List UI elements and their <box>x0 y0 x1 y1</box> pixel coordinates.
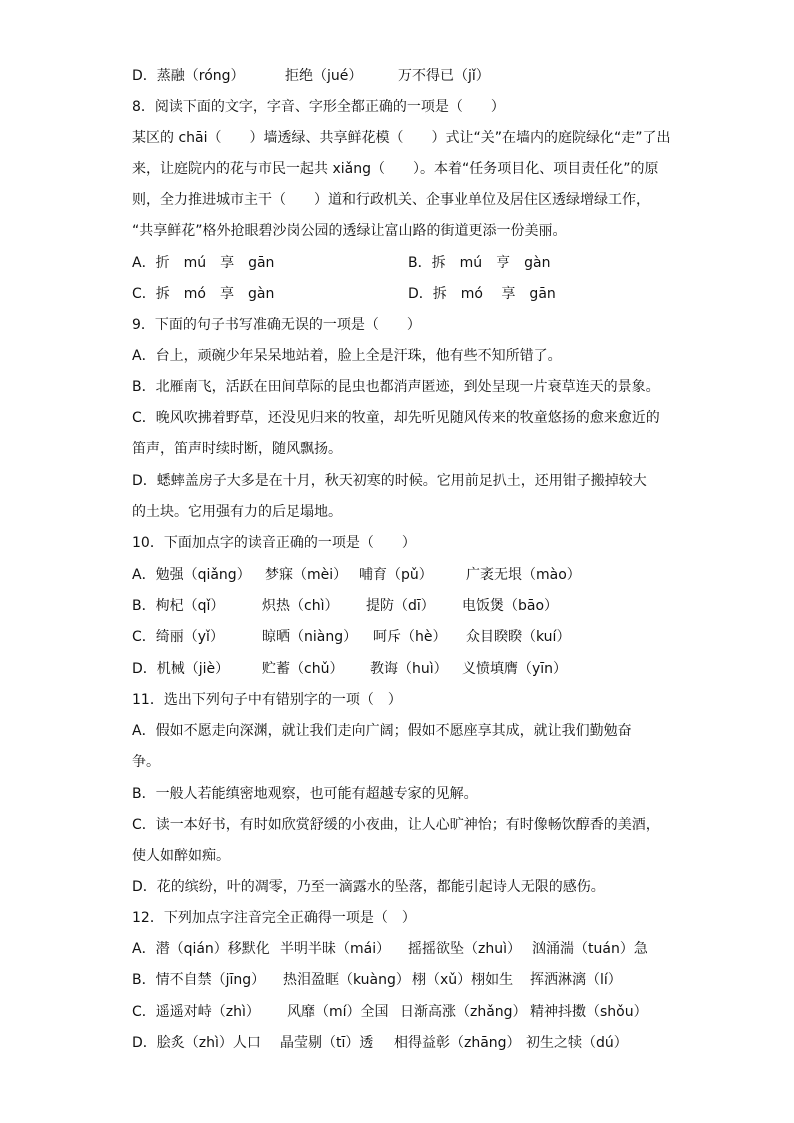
option-line: 争。 <box>132 754 160 770</box>
option-segment: 热泪盈眶（kuàng） <box>283 972 410 988</box>
option-segment: 相得益彰（zhāng） <box>394 1035 521 1051</box>
question-9-stem: 9．下面的句子书写准确无误的一项是（ ） <box>132 317 421 333</box>
passage-line: “共享鲜花”格外抢眼碧沙岗公园的透绿让富山路的街道更添一份美丽。 <box>132 223 567 239</box>
option-segment: 提防（dī） <box>366 598 435 614</box>
option-segment: 半明半昧（mái） <box>280 941 391 957</box>
option-segment: B．拆 mú 亨 gàn <box>408 255 551 271</box>
option-segment: 炽热（chì） <box>262 598 339 614</box>
question-8-stem: 8．阅读下面的文字，字音、字形全都正确的一项是（ ） <box>132 99 505 115</box>
option-segment: 万不得已（jǐ） <box>398 68 490 84</box>
option-segment: A．勉强（qiǎng） <box>132 567 251 583</box>
option-segment: B．枸杞（qǐ） <box>132 598 225 614</box>
question-10-stem: 10．下面加点字的读音正确的一项是（ ） <box>132 535 416 551</box>
option-segment: 风靡（mí）全国 <box>287 1004 389 1020</box>
passage-line: 来，让庭院内的花与市民一起共 xiǎng（ ）。本着“任务项目化、项目责任化”的原 <box>132 161 659 177</box>
question-11-stem: 11．选出下列句子中有错别字的一项（ ） <box>132 692 402 708</box>
passage-line: 则，全力推进城市主干（ ）道和行政机关、企事业单位及居住区透绿增绿工作， <box>132 192 650 208</box>
option-segment: 呵斥（hè） <box>373 629 447 645</box>
option-segment: D．拆 mó 享 gān <box>408 286 556 302</box>
option-line: 使人如醉如痴。 <box>132 848 230 864</box>
option-segment: 梦寐（mèi） <box>265 567 348 583</box>
option-segment: C．绮丽（yǐ） <box>132 629 224 645</box>
option-segment: B．情不自禁（jīng） <box>132 972 266 988</box>
option-segment: 众目睽睽（kuí） <box>466 629 571 645</box>
option-line: B．一般人若能缜密地观察，也可能有超越专家的见解。 <box>132 786 478 802</box>
option-line: C．晚风吹拂着野草，还没见归来的牧童，却先听见随风传来的牧童悠扬的愈来愈近的 <box>132 410 660 426</box>
option-segment: 摇摇欲坠（zhuì） <box>408 941 521 957</box>
option-segment: 教诲（huì） <box>370 661 448 677</box>
option-line: 的土块。它用强有力的后足塌地。 <box>132 504 342 520</box>
option-segment: D．脍炙（zhì）人口 <box>132 1035 261 1051</box>
option-line: D．蟋蟀盖房子大多是在十月，秋天初寒的时候。它用前足扒土，还用钳子搬掉较大 <box>132 473 647 489</box>
option-segment: 哺育（pǔ） <box>359 567 433 583</box>
option-segment: A．潜（qián）移默化 <box>132 941 270 957</box>
option-segment: A．折 mú 享 gān <box>132 255 275 271</box>
option-segment: 电饭煲（bāo） <box>462 598 559 614</box>
option-segment: C．拆 mó 享 gàn <box>132 286 275 302</box>
option-segment: 晾晒（niàng） <box>262 629 358 645</box>
option-segment: 贮蓄（chǔ） <box>262 661 344 677</box>
option-segment: D．机械（jiè） <box>132 661 230 677</box>
option-segment: 日渐高涨（zhǎng） <box>400 1004 527 1020</box>
question-12-stem: 12．下列加点字注音完全正确得一项是（ ） <box>132 910 416 926</box>
option-line: A．台上，顽碗少年呆呆地站着，脸上全是汗珠，他有些不知所错了。 <box>132 348 562 364</box>
option-line: B．北雁南飞，活跃在田间草际的昆虫也都消声匿迹，到处呈现一片衰草连天的景象。 <box>132 379 660 395</box>
option-segment: 初生之犊（dú） <box>526 1035 628 1051</box>
option-segment: 精神抖擞（shǒu） <box>530 1004 648 1020</box>
option-segment: 义愤填膺（yīn） <box>462 661 568 677</box>
option-segment: 广袤无垠（mào） <box>466 567 581 583</box>
option-segment: 挥洒淋漓（lí） <box>530 972 622 988</box>
passage-line: 某区的 chāi（ ）墙透绿、共享鲜花模（ ）式让“关”在墙内的庭院绿化“走”了出 <box>132 130 671 146</box>
option-line: C．读一本好书，有时如欣赏舒缓的小夜曲，让人心旷神怡；有时像畅饮醇香的美酒， <box>132 817 660 833</box>
option-segment: 汹涌湍（tuán）急 <box>532 941 648 957</box>
option-segment: 栩（xǔ）栩如生 <box>412 972 514 988</box>
option-line: D．花的缤纷，叶的凋零，乃至一滴露水的坠落，都能引起诗人无限的感伤。 <box>132 879 605 895</box>
option-segment: 拒绝（jué） <box>285 68 363 84</box>
option-segment: C．遥遥对峙（zhì） <box>132 1004 260 1020</box>
option-line: 笛声，笛声时续时断，随风飘扬。 <box>132 441 342 457</box>
option-segment: 晶莹剔（tī）透 <box>280 1035 374 1051</box>
option-line: A．假如不愿走向深渊，就让我们走向广阔；假如不愿座享其成，就让我们勤勉奋 <box>132 723 632 739</box>
option-segment: D．蒸融（róng） <box>132 68 245 84</box>
